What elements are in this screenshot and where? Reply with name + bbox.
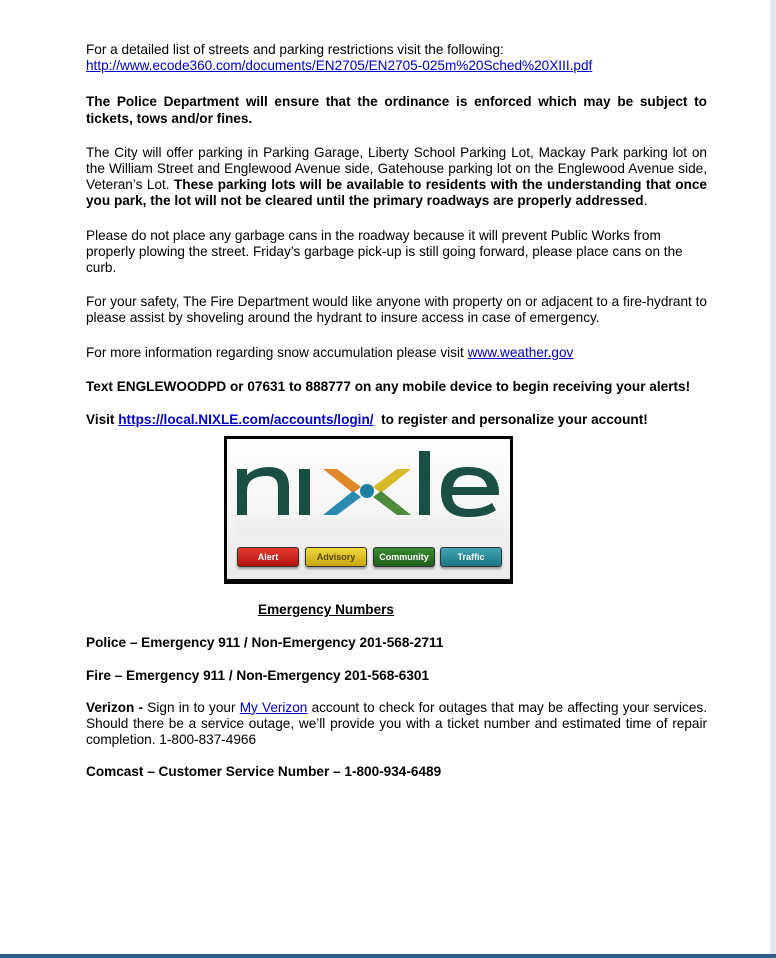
nixle-community-button: Community	[373, 547, 435, 567]
nixle-visit-suffix: to register and personalize your account!	[373, 412, 648, 428]
nixle-advisory-button: Advisory	[305, 547, 367, 567]
verizon-label: Verizon -	[86, 699, 148, 715]
nixle-letter-i	[299, 469, 310, 515]
weather-text: For more information regarding snow accumulation please visit	[86, 344, 468, 360]
nixle-x-blue	[323, 491, 361, 515]
fire-number: Fire – Emergency 911 / Non-Emergency 201-568-6301	[86, 667, 430, 683]
garbage-notice: Please do not place any garbage cans in the roadway because it will prevent Public Works from properly plowing the street. Friday’s garbage pick-up is still going forward, please place cans on the curb.	[86, 227, 683, 276]
verizon-pre: Sign in to your	[147, 699, 240, 715]
my-verizon-link[interactable]: My Verizon	[239, 699, 308, 715]
nixle-alert-button: Alert	[237, 547, 299, 567]
parking-intro-text: For a detailed list of streets and parking restrictions visit the following:	[86, 42, 504, 57]
parking-lots-bold: These parking lots will be available to residents with the understanding that once you park, the lot will not be cleared until the primary roadways are properly addressed	[86, 177, 707, 209]
comcast-number: Comcast – Customer Service Number – 1-800-934-6489	[86, 764, 442, 780]
nixle-logo-image	[227, 439, 510, 579]
nixle-visit-paragraph	[86, 412, 707, 428]
nixle-traffic-button: Traffic	[440, 547, 502, 567]
nixle-x-yellow	[373, 469, 411, 493]
ecode360-link[interactable]: http://www.ecode360.com/documents/EN2705/EN2705-025m%20Sched%20XIII.pdf	[86, 58, 593, 74]
nixle-dot	[360, 484, 374, 498]
verizon-paragraph	[86, 700, 707, 749]
page-edge	[770, 0, 776, 958]
nixle-login-link[interactable]: https://local.NIXLE.com/accounts/login/	[118, 412, 374, 428]
nixle-logo[interactable]	[224, 436, 513, 584]
nixle-letter-e	[441, 467, 499, 517]
parking-intro-paragraph	[86, 42, 707, 74]
nixle-letter-l	[419, 451, 430, 515]
nixle-x-green	[373, 491, 411, 515]
weather-link[interactable]: www.weather.gov	[467, 344, 574, 360]
nixle-letter-n	[237, 467, 289, 515]
nixle-x-orange	[323, 469, 361, 493]
bottom-bar	[0, 954, 776, 958]
weather-paragraph	[86, 345, 707, 361]
parking-lots-paragraph	[86, 145, 707, 210]
police-notice: The Police Department will ensure that the ordinance is enforced which may be subject to tickets, tows and/or fines.	[86, 94, 707, 126]
emergency-numbers-heading: Emergency Numbers	[258, 602, 394, 618]
document-body	[86, 42, 707, 781]
text-alert-notice: Text ENGLEWOODPD or 07631 to 888777 on any mobile device to begin receiving your alerts!	[86, 378, 691, 394]
fire-notice: For your safety, The Fire Department would like anyone with property on or adjacent to a fire-hydrant to please assist by shoveling around the hydrant to insure access in case of emergency.	[86, 294, 707, 326]
nixle-visit-prefix: Visit	[86, 412, 119, 428]
parking-lots-end: .	[643, 193, 648, 209]
verizon-post: account to check for outages that may be affecting your services. Should there be a service outage, we’ll provide you with a ticket number and estimated time of repair completion. 1-800-837-4966	[86, 699, 707, 748]
police-number: Police – Emergency 911 / Non-Emergency 201-568-2711	[86, 635, 444, 651]
parking-lots-text: The City will offer parking in Parking Garage, Liberty School Parking Lot, Mackay Park parking lot on the William Street and Englewood Avenue side, Gatehouse parking lot on the Englewood Avenue side, Veteran’s Lot.	[86, 144, 707, 193]
